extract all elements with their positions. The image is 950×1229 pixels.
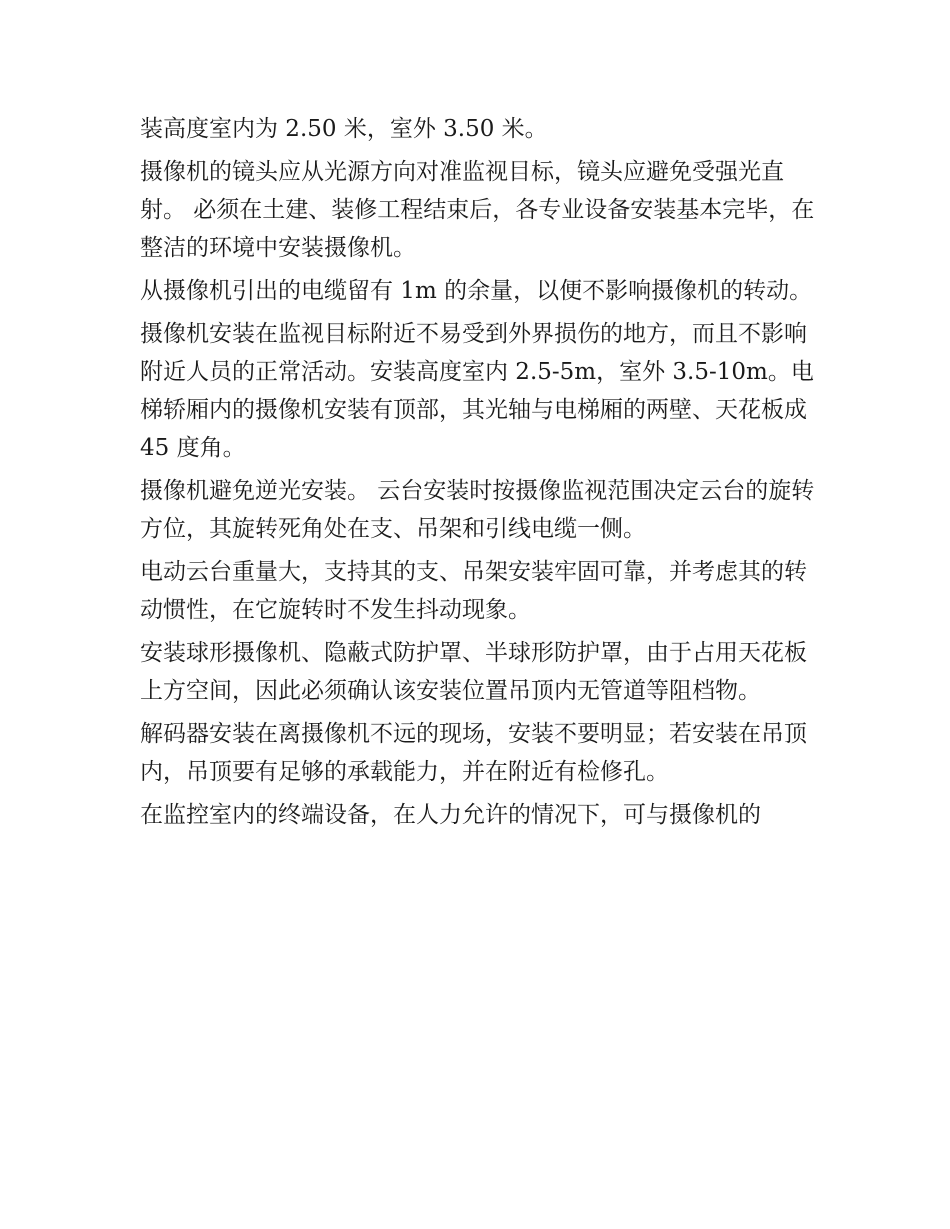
document-body — [140, 110, 820, 839]
paragraph-3: 从摄像机引出的电缆留有 1m 的余量，以便不影响摄像机的转动。 — [140, 278, 813, 304]
paragraph-6: 电动云台重量大，支持其的支、吊架安装牢固可靠，并考虑其的转动惯性，在它旋转时不发生抖动现象。 — [140, 559, 807, 623]
paragraph-7: 安装球形摄像机、隐蔽式防护罩、半球形防护罩，由于占用天花板上方空间，因此必须确认该安装位置吊顶内无管道等阻档物。 — [140, 640, 807, 704]
paragraph-8: 解码器安装在离摄像机不远的现场，安装不要明显；若安装在吊顶内，吊顶要有足够的承载能力，并在附近有检修孔。 — [140, 721, 807, 785]
paragraph-2: 摄像机的镜头应从光源方向对准监视目标，镜头应避免受强光直射。 必须在土建、装修工程结束后，各专业设备安装基本完毕，在整洁的环境中安装摄像机。 — [140, 159, 815, 261]
paragraph-1: 装高度室内为 2.50 米，室外 3.50 米。 — [140, 116, 548, 142]
paragraph-5: 摄像机避免逆光安装。 云台安装时按摄像监视范围决定云台的旋转方位，其旋转死角处在支、吊架和引线电缆一侧。 — [140, 478, 815, 542]
paragraph-4: 摄像机安装在监视目标附近不易受到外界损伤的地方，而且不影响附近人员的正常活动。安装高度室内 2.5-5m，室外 3.5-10m。电梯轿厢内的摄像机安装有顶部，其光轴与电梯厢的两壁、天花板成 45 度角。 — [140, 321, 814, 461]
paragraph-9: 在监控室内的终端设备，在人力允许的情况下，可与摄像机的 — [140, 802, 761, 828]
